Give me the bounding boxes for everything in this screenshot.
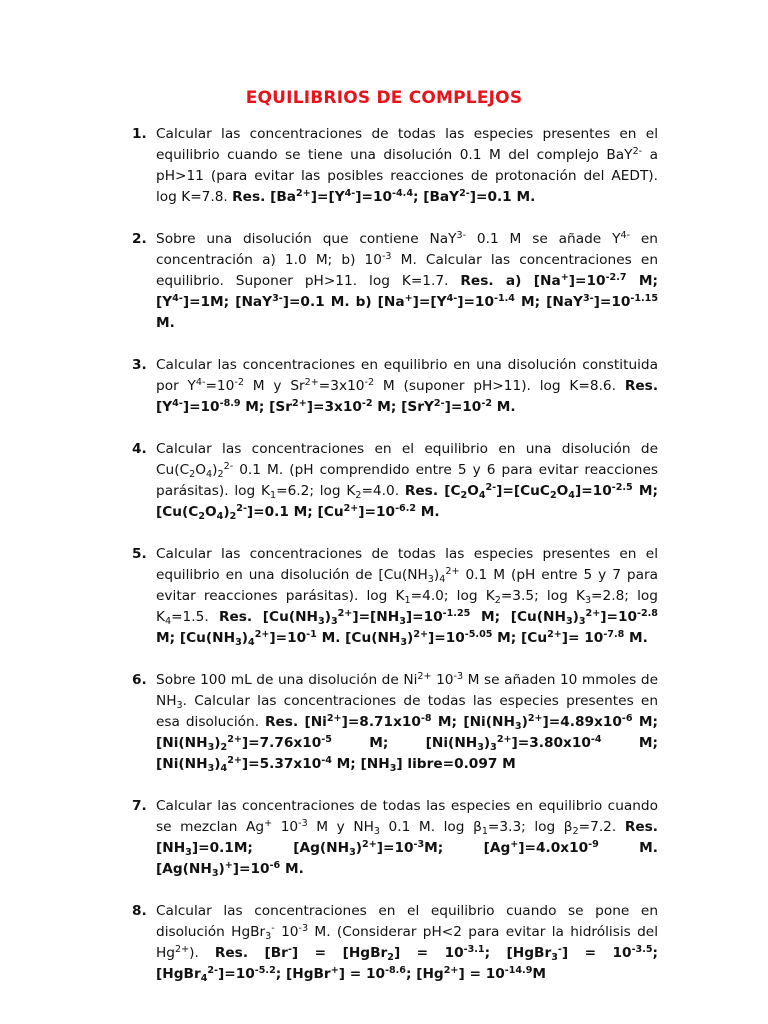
problem-text: Calcular las concentraciones de todas las especies presentes en el equilibrio en una disolución de [$Cu(NH_3)_4^{2+}$ 0.1 M (pH entre 5 y 7 para evitar reacciones parásitas). $\log K_1=4.0$; $\log K_2=3.5$; $\log K_3=2.8$; $\log K_4=1.5$. Res. $[Cu(NH_3)_3^{2+}]=[NH_3]=10^{-1.25}$ M; $[Cu(NH_3)_3^{2+}]=10^{-2.8}$ M; $[Cu(NH_3)_4^{2+}]=10^{-1}$ M. $[Cu(NH_3)^{2+}]=10^{-5.05}$ M; $[Cu^{2+}]= 10^{-7.8}$ M. (156, 546, 658, 648)
problem-number: 8. (132, 903, 147, 919)
problem-number: 1. (132, 126, 147, 142)
problem-list (132, 124, 658, 1006)
problem-text: Calcular las concentraciones en el equilibrio en una disolución de $Cu(C_2O_4)_2^{2-}$ 0.1 M. (pH comprendido entre 5 y 6 para evitar reacciones parásitas). $\log K_1=6.2$; $\log K_2=4.0$. Res. $[C_2O_4^{2-}]=[CuC_2O_4]=10^{-2.5}$ M; $[Cu(C_2O_4)_2^{2-}]=0.1$ M; $[Cu^{2+}]=10^{-6.2}$ M. (156, 441, 658, 522)
problem-number: 6. (132, 672, 147, 688)
problem-text: Calcular las concentraciones de todas las especies en equilibrio cuando se mezclan Ag+ $10^{-3}$ M y $NH_3$ 0.1 M. $\log \beta_1=3.3$; $\log \beta_2=7.2$. Res. $[NH_3]=0.1M$; $[Ag(NH_3)^{2+}]=10^{-3}M$; $[Ag^+]=4.0x10^{-9}$ M. $[Ag(NH_3)^+]=10^{-6}$ M. (156, 798, 658, 879)
problem-text: Calcular las concentraciones de todas las especies presentes en el equilibrio cuando se tiene una disolución 0.1 M del complejo BaY$^{2-}$ a pH>11 (para evitar las posibles reacciones de protonación del AEDT). log K=7.8. Res. $[Ba^{2+}]=[Y^{4-}]=10^{-4.4}$; [BaY$^{2-}$]=0.1 M. (156, 126, 658, 205)
problem-item (132, 901, 658, 985)
problem-text: Calcular las concentraciones en el equilibrio cuando se pone en disolución HgBr$_3$- $10^{-3}$ M. (Considerar pH<2 para evitar la hidrólisis del $Hg^{2+}$). Res. [Br-] = [HgBr$_2$] = $10^{-3.1}$; [HgBr$_3$-] = $10^{-3.5}$; $[HgBr_4^{2-}]=10^{-5.2}$; [HgBr+] = $10^{-8.6}$; $[Hg^{2+}] = 10^{-14.9}M$ (156, 903, 659, 984)
problem-text: Sobre una disolución que contiene NaY$^{3-}$ 0.1 M se añade $Y^{4-}$ en concentración a) 1.0 M; b) $10^{-3}$ M. Calcular las concentraciones en equilibrio. Suponer pH>11. log K=1.7. Res. a) $[Na^+]=10^{-2.7}$ M; $[Y^{4-}]=1M$; [NaY$^{3-}$]=0.1 M. b) $[Na^+]=[Y^{4-}]=10^{-1.4}$ M; $[NaY^{3-}]=10^{-1.15}$ M. (156, 230, 659, 331)
problem-number: 5. (132, 546, 147, 562)
problem-item (132, 355, 658, 418)
problem-item (132, 670, 658, 775)
problem-item (132, 796, 658, 880)
problem-number: 7. (132, 798, 147, 814)
problem-number: 3. (132, 357, 147, 373)
problem-item (132, 229, 658, 334)
problem-number: 4. (132, 441, 147, 457)
page-title: EQUILIBRIOS DE COMPLEJOS (245, 88, 523, 108)
problem-item (132, 124, 658, 208)
problem-number: 2. (132, 231, 147, 247)
problem-item (132, 544, 658, 649)
problem-item (132, 439, 658, 523)
problem-text: Sobre 100 mL de una disolución de $Ni^{2+}$ $10^{-3}$ M se añaden 10 mmoles de $NH_3$. Calcular las concentraciones de todas las especies presentes en esa disolución. Res. $[Ni^{2+}]=8.71x10^{-8}$ M; $[Ni(NH_3)^{2+}]=4.89x10^{-6}$ M; $[Ni(NH_3)_2^{2+}]=7.76x10^{-5}$ M; $[Ni(NH_3)_3^{2+}]=3.80x10^{-4}$ M; $[Ni(NH_3)_4^{2+}]=5.37x10^{-4}$ M; $[NH_3]$ libre=0.097 M (156, 671, 658, 774)
problem-text: Calcular las concentraciones en equilibrio en una disolución constituida por $Y^{4-}=10^{-2}$ M y $Sr^{2+}=3x10^{-2}$ M (suponer pH>11). log K=8.6. Res. $[Y^{4-}]=10^{-8.9}$ M; $[Sr^{2+}]=3x10^{-2}$ M; $[SrY^{2-}]=10^{-2}$ M. (156, 357, 659, 415)
